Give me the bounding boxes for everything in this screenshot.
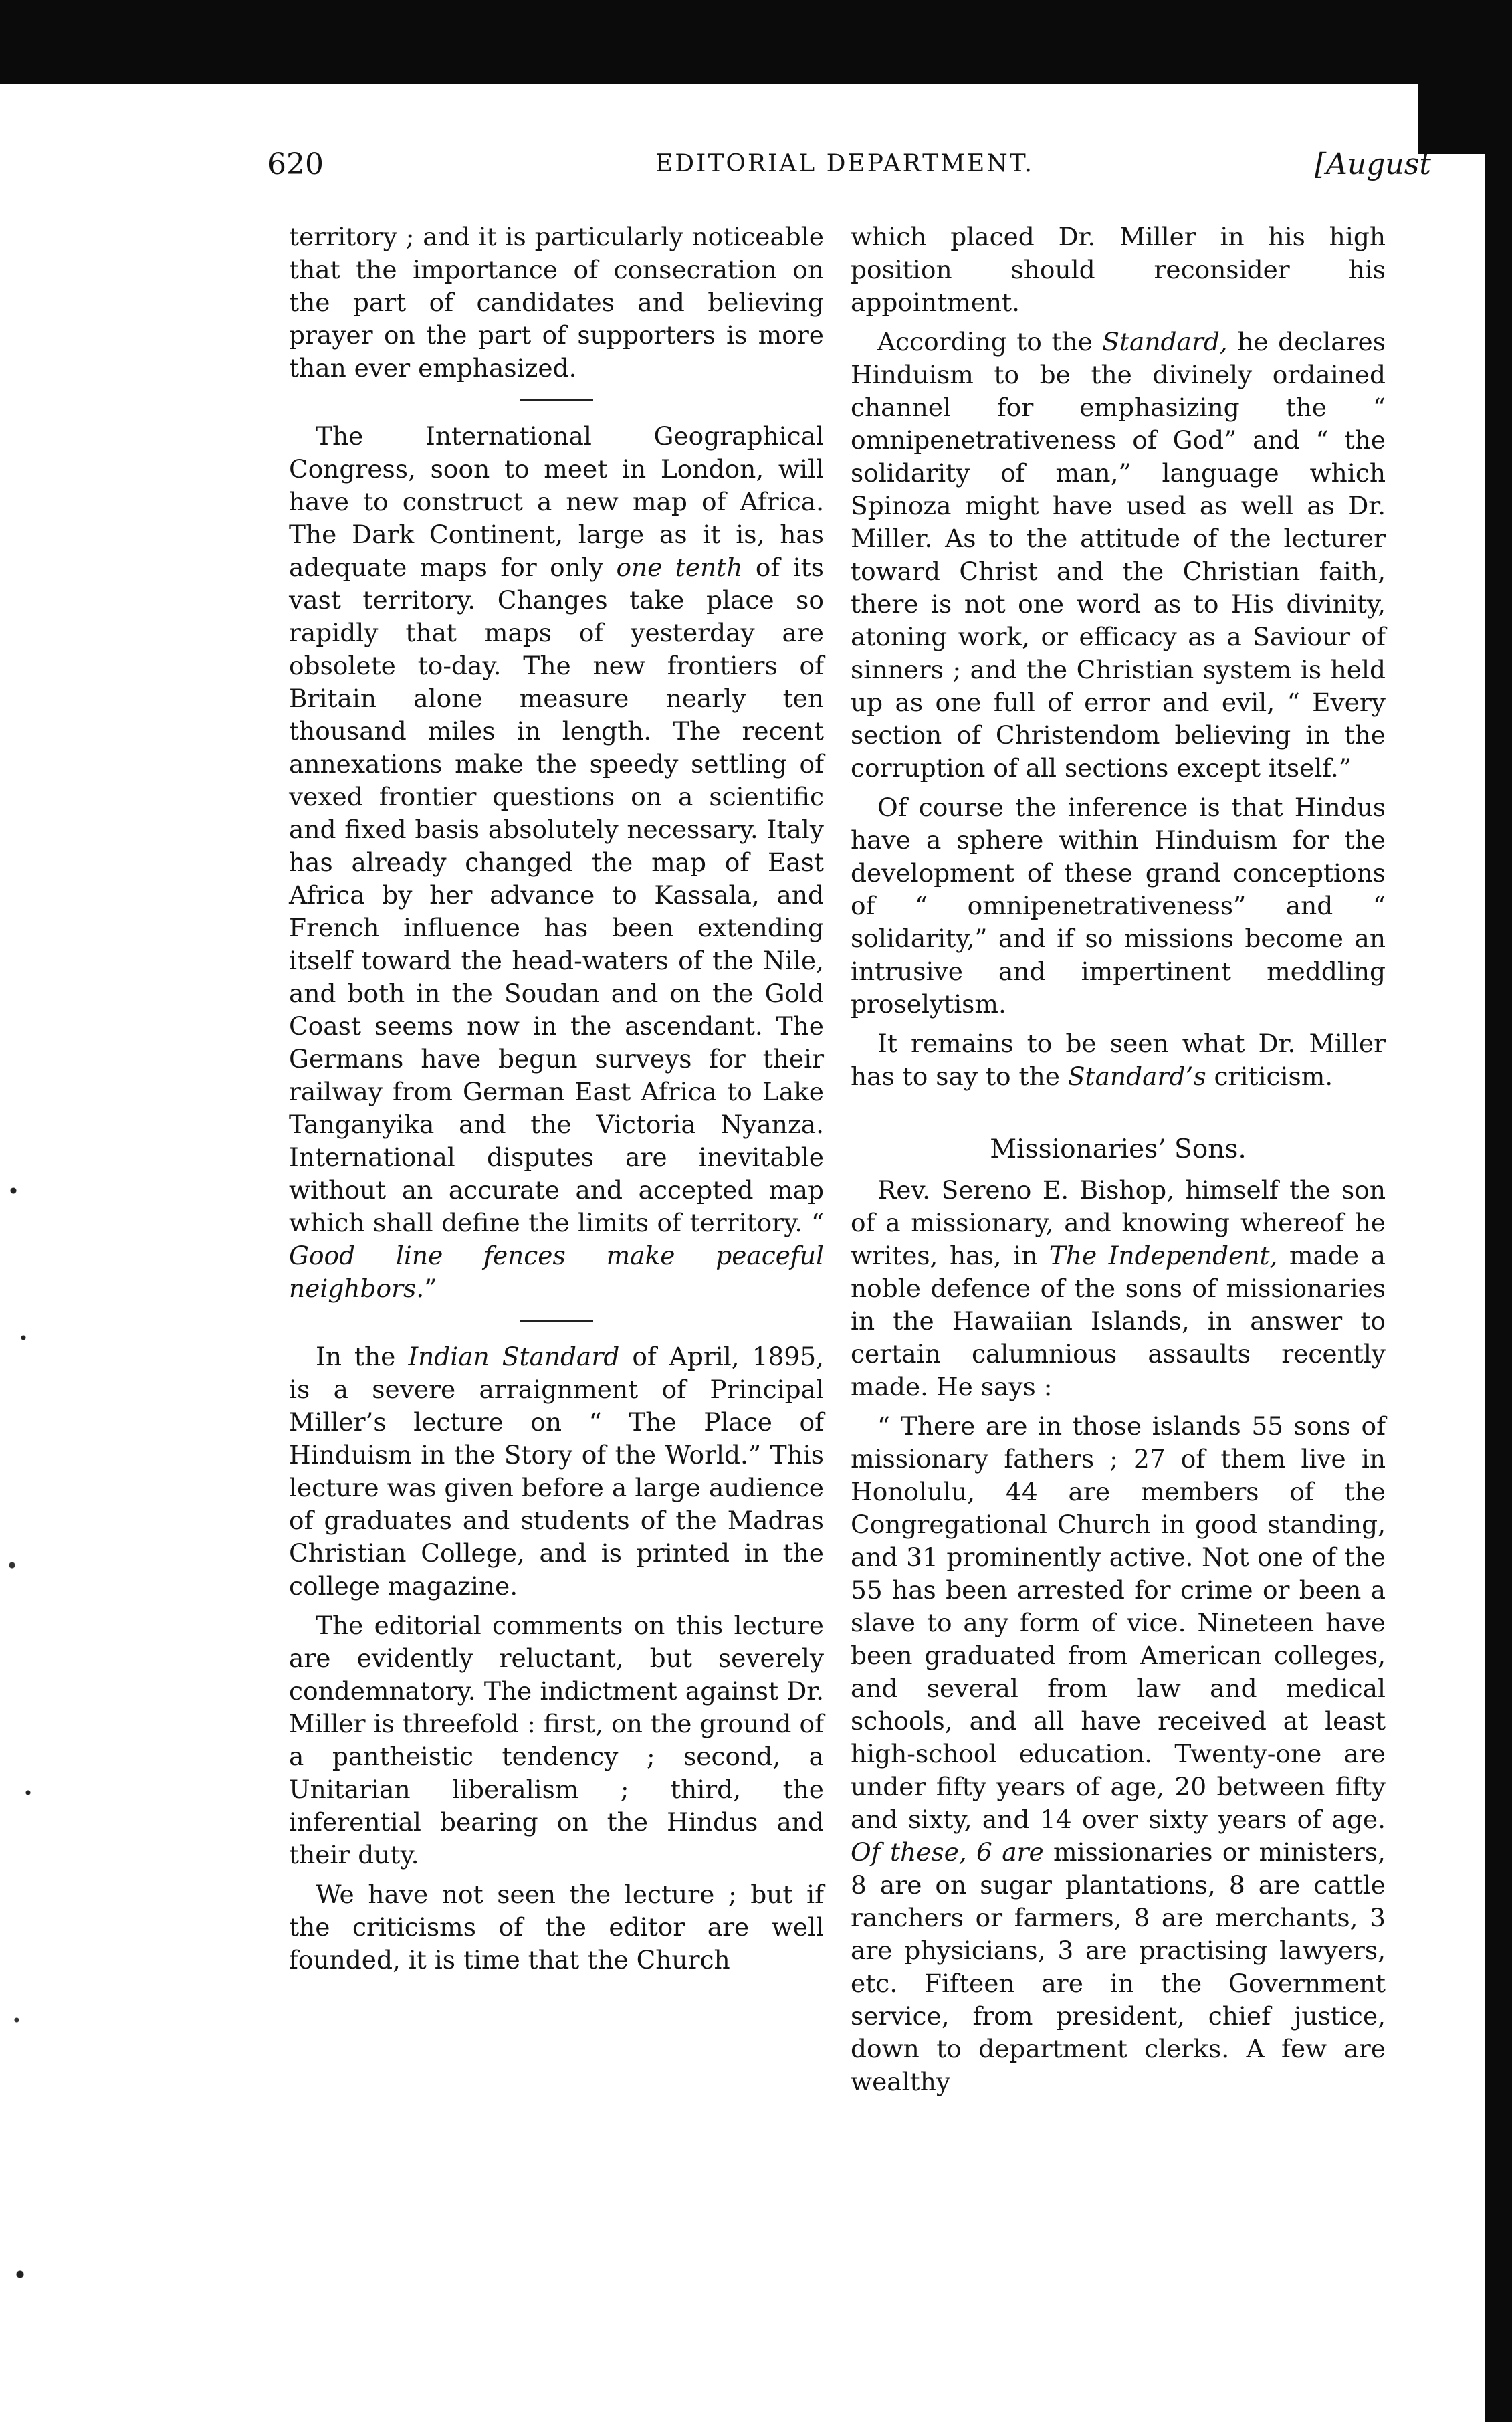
page-number: 620 bbox=[267, 147, 324, 181]
paragraph-editorial-comments: The editorial comments on this lecture are evidently reluctant, but severely condemnatory. The indictment against Dr. Miller is threefold : first, on the ground of a pantheistic tendency ; second, a Unitarian liberalism ; third, the inferential bearing on the Hindus and their duty. bbox=[289, 1611, 824, 1870]
page-header bbox=[267, 147, 1431, 187]
paragraph-territory: territory ; and it is particularly noticeable that the importance of consecration on the part of candidates and believing prayer on the part of supporters is more than ever emphasized. bbox=[289, 222, 824, 383]
left-column bbox=[289, 221, 824, 1983]
paragraph-quotation-sons: “ There are in those islands 55 sons of missionary fathers ; 27 of them live in Honolulu, 44 are members of the Congregational Church in good standing, and 31 prominently active. Not one of the 55 has been arrested for crime or been a slave to any form of vice. Nineteen have been graduated from American colleges, and several from law and medical schools, and all have received at least high-school education. Twenty-one are under fifty years of age, 20 between fifty and sixty, and 14 over sixty years of age. Of these, 6 are missionaries or ministers, 8 are on sugar plantations, 8 are cattle ranchers or farmers, 8 are merchants, 3 are physicians, 3 are practising lawyers, etc. Fifteen are in the Government service, from president, chief justice, down to department clerks. A few are wealthy bbox=[851, 1411, 1386, 2096]
paragraph-remains-to-be-seen: It remains to be seen what Dr. Miller has to say to the Standard’s criticism. bbox=[851, 1029, 1386, 1091]
section-divider bbox=[520, 399, 593, 401]
paragraph-geographical-congress: The International Geographical Congress, soon to meet in London, will have to construct a new map of Africa. The Dark Continent, large as it is, has adequate maps for only one tenth of its vast territory. Changes take place so rapidly that maps of yesterday are obsolete to-day. The new frontiers of Britain alone measure nearly ten thousand miles in length. The recent annexations make the speedy settling of vexed frontier questions on a scientific and fixed basis absolutely necessary. Italy has already changed the map of East Africa by her advance to Kassala, and French influence has been extending itself toward the head-waters of the Nile, and both in the Soudan and on the Gold Coast seems now in the ascendant. The Germans have begun surveys for their railway from German East Africa to Lake Tanganyika and the Victoria Nyanza. International disputes are inevitable without an accurate and accepted map which shall define the limits of territory. “ Good line fences make peaceful neighbors.” bbox=[289, 421, 824, 1303]
scan-right-border bbox=[1485, 154, 1512, 2422]
scan-left-margin-specks bbox=[0, 1137, 40, 2408]
scan-corner-border bbox=[1418, 0, 1512, 154]
paragraph-inference: Of course the inference is that Hindus have a sphere within Hinduism for the development of these grand conceptions of “ omnipenetrativeness” and “ solidarity,” and if so missions become an intrusive and impertinent meddling proselytism. bbox=[851, 793, 1386, 1019]
running-head: EDITORIAL DEPARTMENT. bbox=[655, 150, 1034, 177]
section-heading-missionaries-sons: Missionaries’ Sons. bbox=[990, 1134, 1247, 1165]
section-divider bbox=[520, 1320, 593, 1322]
right-column bbox=[851, 221, 1386, 2105]
scan-top-border bbox=[0, 0, 1512, 84]
header-month: [August bbox=[1314, 147, 1431, 181]
paragraph-sereno-bishop: Rev. Sereno E. Bishop, himself the son of a missionary, and knowing whereof he writes, has, in The Independent, made a noble defence of the sons of missionaries in the Hawaiian Islands, in answer to certain calumnious assaults recently made. He says : bbox=[851, 1175, 1386, 1401]
paragraph-appointment: which placed Dr. Miller in his high position should reconsider his appointment. bbox=[851, 222, 1386, 317]
paragraph-lecture-not-seen: We have not seen the lecture ; but if the criticisms of the editor are well founded, it is time that the Church bbox=[289, 1880, 824, 1975]
paragraph-indian-standard: In the Indian Standard of April, 1895, is a severe arraignment of Principal Miller’s lecture on “ The Place of Hinduism in the Story of the World.” This lecture was given before a large audience of graduates and students of the Madras Christian College, and is printed in the college magazine. bbox=[289, 1342, 824, 1601]
paragraph-standard-declares: According to the Standard, he declares Hinduism to be the divinely ordained channel for emphasizing the “ omnipenetrativeness of God” and “ the solidarity of man,” language which Spinoza might have used as well as Dr. Miller. As to the attitude of the lecturer toward Christ and the Christian faith, there is not one word as to His divinity, atoning work, or efficacy as a Saviour of sinners ; and the Christian system is held up as one full of error and evil, “ Every section of Christendom believing in the corruption of all sections except itself.” bbox=[851, 327, 1386, 783]
